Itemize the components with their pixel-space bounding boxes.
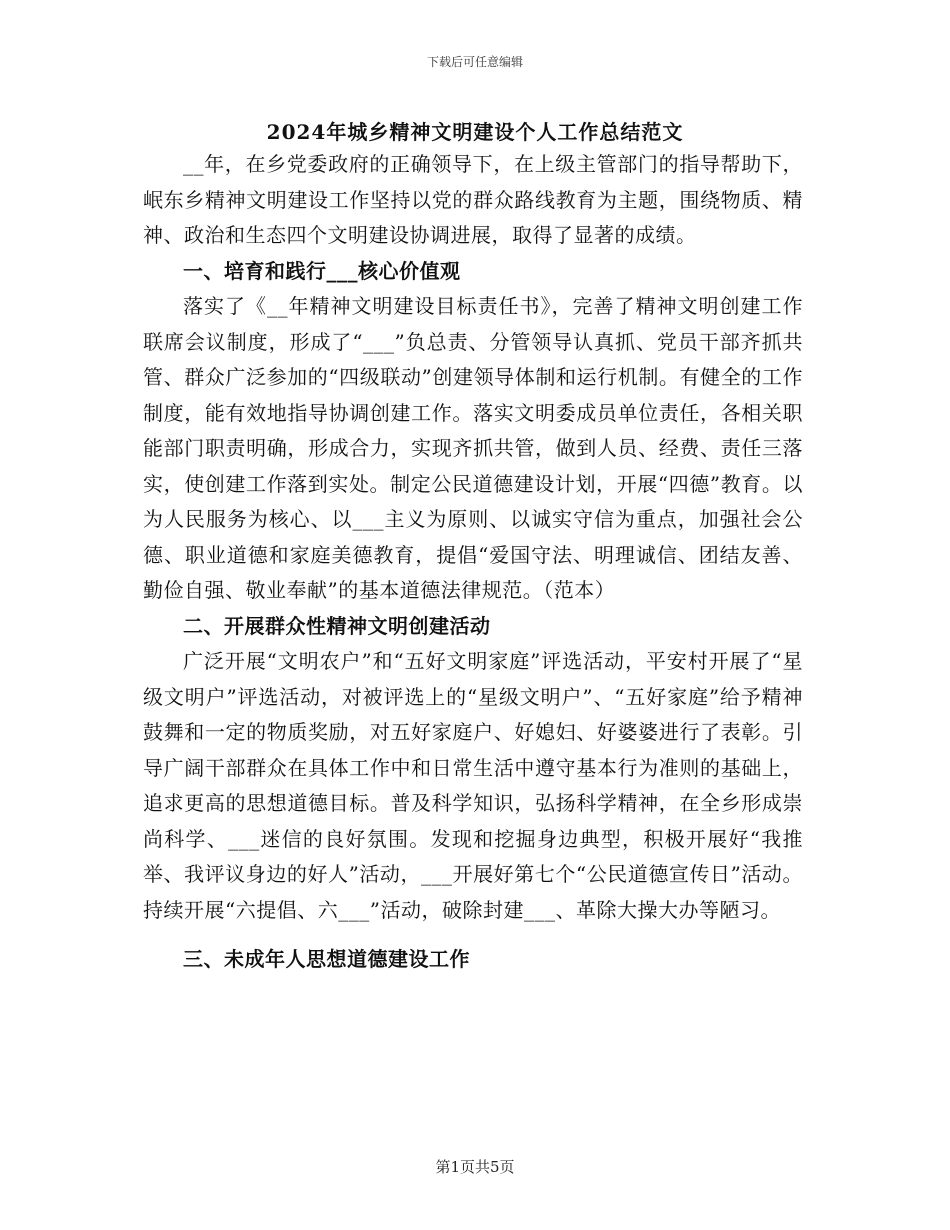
page-footer: 第1页共5页 (435, 1158, 515, 1176)
document-body (143, 147, 803, 978)
intro-paragraph: __年，在乡党委政府的正确领导下，在上级主管部门的指导帮助下，岷东乡精神文明建设工作坚持以党的群众路线教育为主题，围绕物质、精神、政治和生态四个文明建设协调进展，取得了显著的成绩。 (143, 152, 803, 247)
section-heading-2: 二、开展群众性精神文明创建活动 (183, 613, 491, 638)
header-note: 下载后可任意编辑 (426, 55, 523, 69)
section-paragraph-2: 广泛开展“文明农户”和“五好文明家庭”评选活动，平安村开展了“星级文明户”评选活动，对被评选上的“星级文明户”、“五好家庭”给予精神鼓舞和一定的物质奖励，对五好家庭户、好媳妇、好婆婆进行了表彰。引导广阔干部群众在具体工作中和日常生活中遵守基本行为准则的基础上，追求更高的思想道德目标。普及科学知识，弘扬科学精神，在全乡形成崇尚科学、___迷信的良好氛围。发现和挖掘身边典型，积极开展好“我推举、我评议身边的好人”活动，___开展好第七个“公民道德宣传日”活动。持续开展“六提倡、六___”活动，破除封建___、革除大操大办等陋习。 (143, 649, 803, 922)
section-heading-3: 三、未成年人思想道德建设工作 (183, 947, 470, 971)
section-paragraph-1: 落实了《__年精神文明建设目标责任书》，完善了精神文明创建工作联席会议制度，形成了“___”负总责、分管领导认真抓、党员干部齐抓共管、群众广泛参加的“四级联动”创建领导体制和运行机制。有健全的工作制度，能有效地指导协调创建工作。落实文明委成员单位责任，各相关职能部门职责明确，形成合力，实现齐抓共管，做到人员、经费、责任三落实，使创建工作落到实处。制定公民道德建设计划，开展“四德”教育。以为人民服务为核心、以___主义为原则、以诚实守信为重点，加强社会公德、职业道德和家庭美德教育，提倡“爱国守法、明理诚信、团结友善、勤俭自强、敬业奉献”的基本道德法律规范。（范本） (143, 294, 803, 602)
document-title: 2024年城乡精神文明建设个人工作总结范文 (266, 120, 684, 144)
section-heading-1: 一、培育和践行___核心价值观 (183, 258, 461, 283)
